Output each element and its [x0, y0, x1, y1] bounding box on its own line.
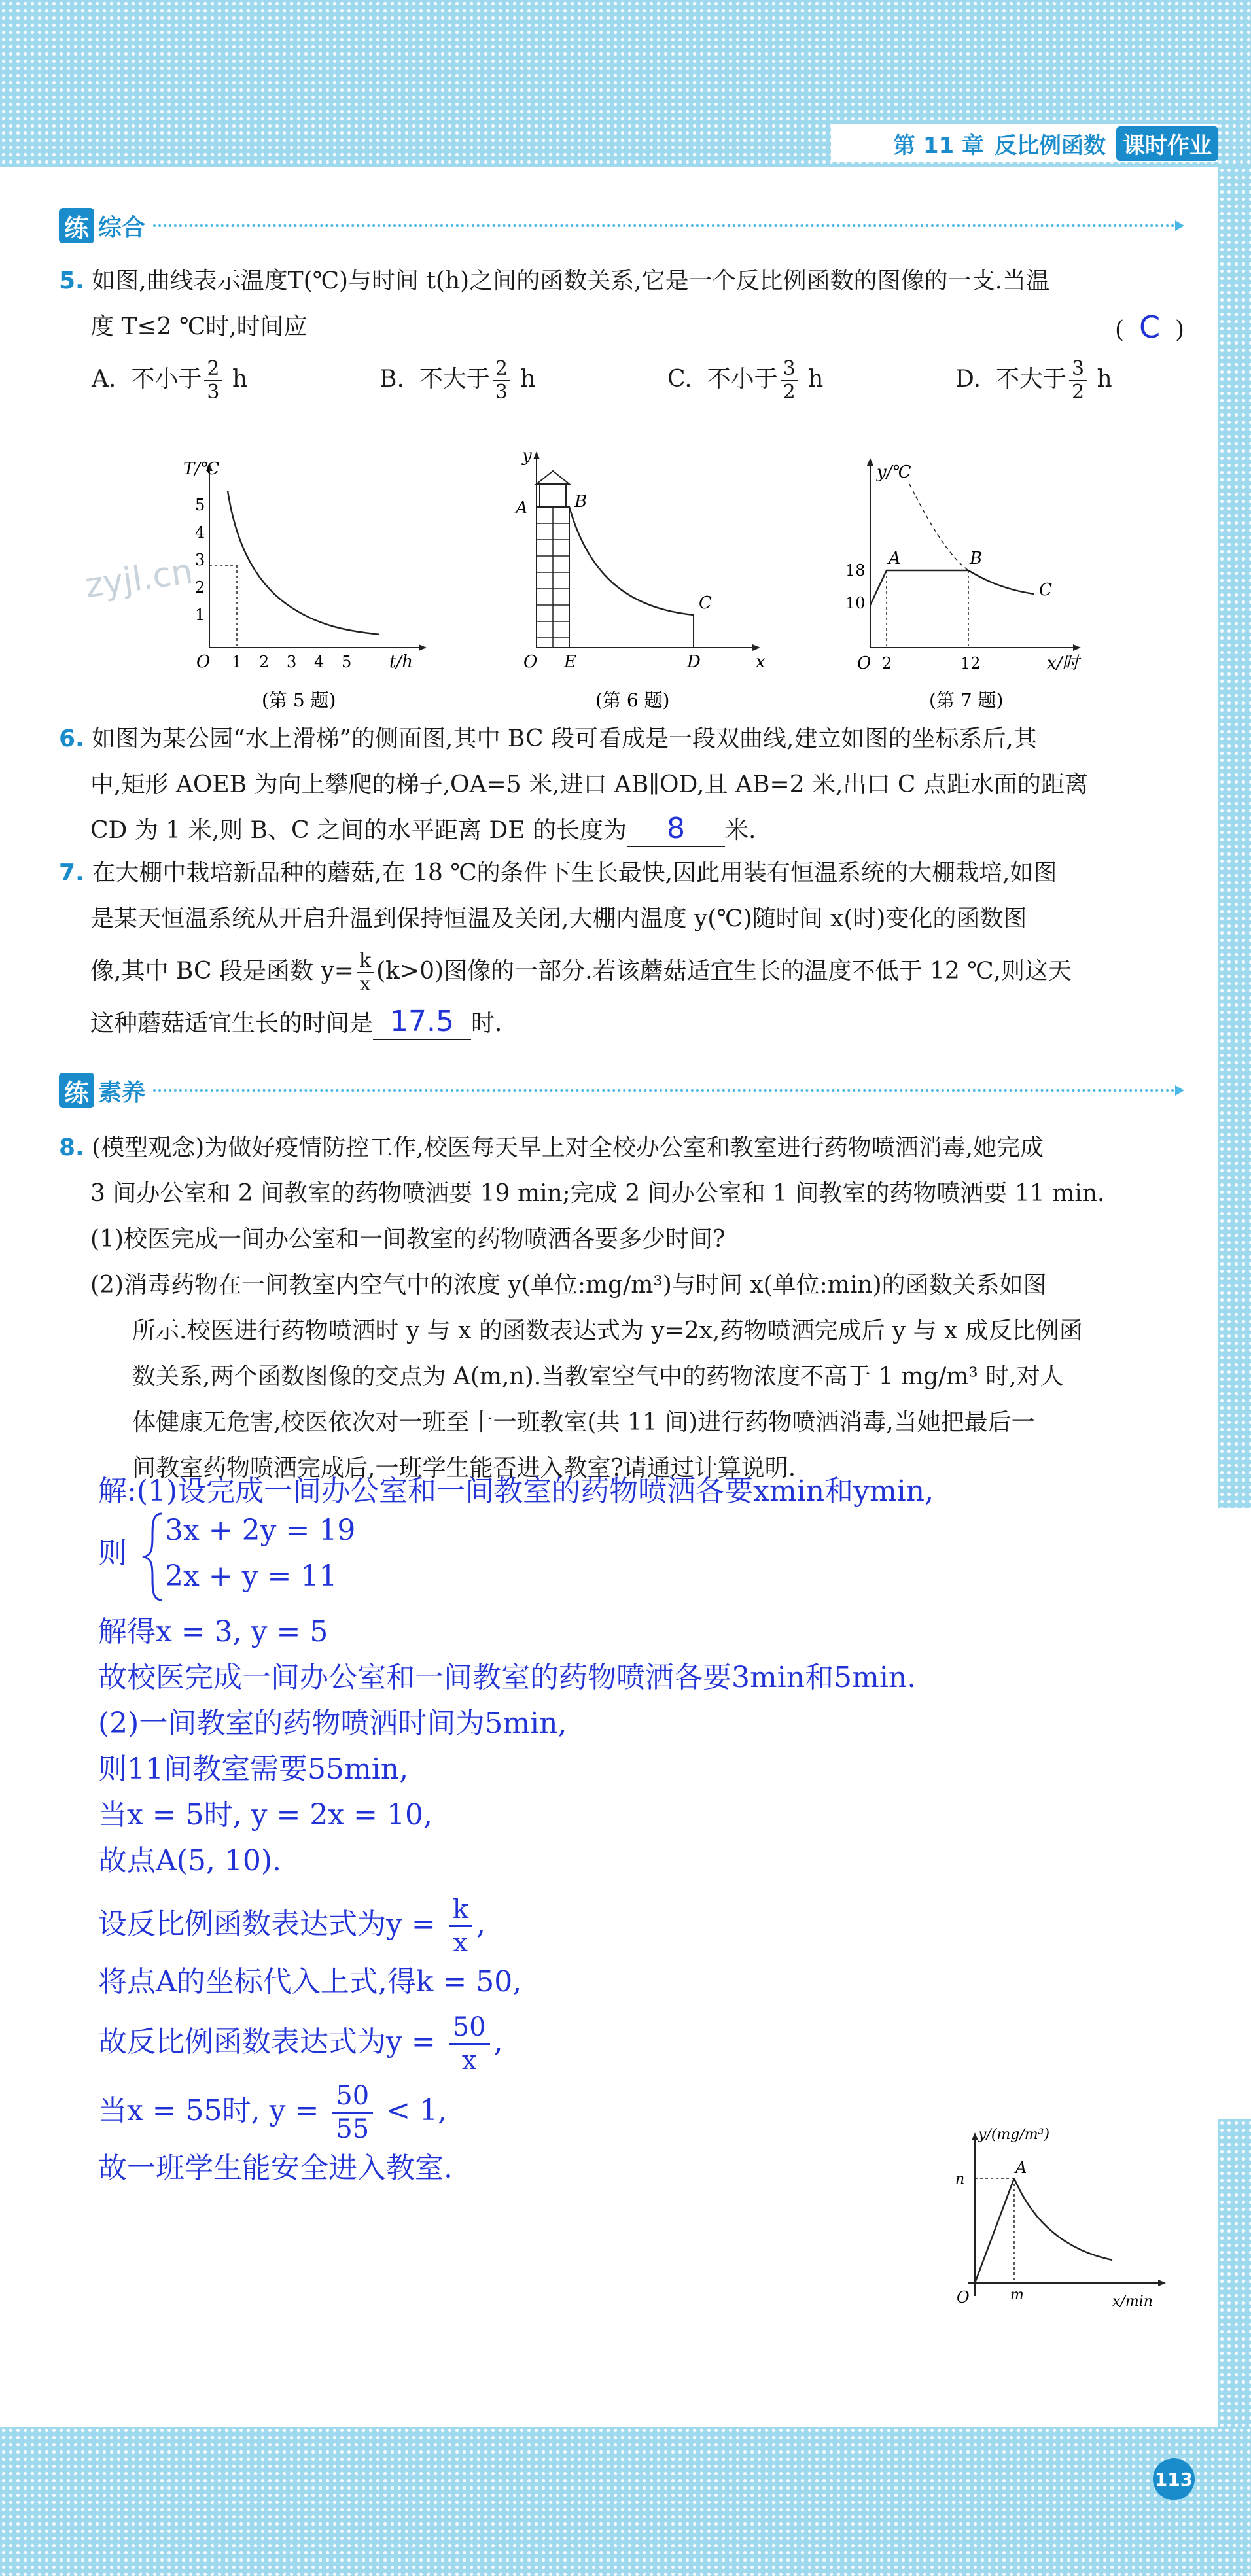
watermark: zyjl.cn — [82, 551, 196, 606]
linear-segment — [975, 2178, 1014, 2283]
solution-line: 则11间教室需要55min, — [98, 1752, 409, 1786]
x-tick: 1 — [232, 653, 242, 671]
point-label: C — [699, 593, 712, 613]
tower-top — [540, 484, 566, 507]
x-tick: 4 — [314, 653, 325, 671]
page-number: 113 — [1153, 2458, 1195, 2500]
section-heading-comprehensive — [59, 208, 1184, 243]
point-label: D — [687, 652, 701, 672]
y-tick: 2 — [195, 578, 205, 597]
practice-badge-icon: 练 — [59, 1073, 94, 1108]
chapter-header — [831, 124, 1218, 162]
solution-line: 故反比例函数表达式为y = $\frac{50}{x}$ , — [98, 2012, 503, 2076]
x-tick: 12 — [960, 654, 981, 672]
point-label: A — [889, 549, 901, 568]
equation-1: 3x + 2y = 19 — [165, 1514, 356, 1547]
option-b: B. 不大于 $\frac{2}{3}$ h — [379, 357, 536, 404]
n-label: n — [955, 2171, 965, 2187]
solution-line: 设反比例函数表达式为y = $\frac{k}{x}$ , — [98, 1894, 485, 1958]
point-label: A — [516, 498, 528, 518]
solution-line: (2)一间教室的药物喷洒时间为5min, — [98, 1707, 567, 1740]
y-tick: 1 — [195, 606, 205, 624]
x-axis-arrow-icon — [752, 644, 760, 651]
x-axis-arrow-icon — [1073, 644, 1081, 651]
figure-6 — [497, 445, 772, 713]
handwritten-answer: 8 — [627, 812, 725, 847]
point-label: B — [574, 492, 588, 512]
x-axis-label: t/h — [389, 652, 413, 672]
x-tick-labels — [232, 653, 351, 671]
solution-line: 当x = 5时, y = 2x = 10, — [98, 1798, 432, 1832]
solution-line: 故一班学生能安全进入教室. — [98, 2151, 453, 2185]
y-axis-arrow-icon — [867, 458, 873, 466]
m-label: m — [1010, 2287, 1024, 2303]
figure-caption: (第 6 题) — [595, 689, 670, 711]
equation-2: 2x + y = 11 — [165, 1559, 338, 1593]
tower-roof — [537, 471, 569, 484]
figure-caption: (第 7 题) — [929, 689, 1004, 711]
dashed-hyperbola — [909, 484, 968, 570]
ladder-rungs — [537, 507, 569, 648]
question-number: 5. — [59, 268, 84, 294]
question-5 — [59, 258, 1184, 353]
origin-label: O — [957, 2288, 970, 2306]
question-6: 6. 如图为某公园“水上滑梯”的侧面图,其中 BC 段可看成是一段双曲线,建立如图的坐标系后,其 中,矩形 AOEB 为向上攀爬的梯子,OA=5 米,进口 AB∥OD,且 AB=2 米,出口 C 点距水面的距离 CD 为 1 米,则 B、C 之间的水平距离 DE 的长度为 8 米. — [59, 716, 1184, 854]
option-d: D. 不大于 $\frac{3}{2}$ h — [955, 357, 1112, 404]
section-dotted-line — [153, 224, 1175, 227]
solution-line: 则 — [98, 1537, 127, 1570]
y-axis-label: y/℃ — [877, 462, 911, 482]
question-5-options — [92, 357, 1191, 404]
figure-5 — [170, 451, 432, 713]
handwritten-answer: 17.5 — [373, 1005, 471, 1040]
right-decorative-band — [1218, 167, 1251, 1508]
section-dotted-line — [153, 1089, 1175, 1092]
solution-line: 解得x = 3, y = 5 — [98, 1615, 328, 1648]
figure-caption: (第 5 题) — [262, 689, 336, 711]
question-text: 度 T≤2 ℃时,时间应 — [90, 313, 308, 340]
y-axis-label: T/℃ — [183, 459, 220, 479]
x-tick: 2 — [259, 653, 270, 671]
y-axis-arrow-icon — [972, 2132, 978, 2140]
answer-bracket: ( C ) — [1115, 309, 1184, 345]
y-tick-labels — [195, 496, 205, 624]
y-tick: 3 — [195, 551, 205, 569]
arrow-right-icon — [1175, 1085, 1184, 1096]
question-7: 7. 在大棚中栽培新品种的蘑菇,在 18 ℃的条件下生长最快,因此用装有恒温系统的大棚栽培,如图 是某天恒温系统从开启升温到保持恒温及关闭,大棚内温度 y(℃)随时间 x(时)变化的函数图 像,其中 BC 段是函数 y= $\frac{k}{x}$ (k>0)图像的一部分.若该蘑菇适宜生长的温度不低于 12 ℃,则这天 这种蘑菇适宜生长的时间是 17.5 时. — [59, 850, 1184, 1047]
x-axis-arrow-icon — [419, 644, 427, 651]
solution-line: 故点A(5, 10). — [98, 1844, 282, 1877]
question-number: 6. — [59, 725, 84, 752]
brace-icon — [141, 1511, 167, 1603]
hyperbola-curve — [1014, 2178, 1112, 2260]
origin-label: O — [523, 652, 538, 672]
origin-label: O — [857, 653, 872, 673]
handwritten-answer: C — [1138, 309, 1161, 345]
y-tick: 5 — [195, 496, 205, 514]
solution-line: 当x = 55时, y = $\frac{50}{55}$ < 1, — [98, 2081, 448, 2144]
point-label: E — [564, 652, 576, 672]
sub-question-1: (1)校医完成一间办公室和一间教室的药物喷洒各要多少时间? — [90, 1226, 726, 1253]
point-label: C — [1039, 580, 1052, 600]
hyperbola-curve — [228, 491, 379, 635]
x-axis-label: x/时 — [1047, 653, 1080, 673]
y-tick: 18 — [845, 561, 866, 580]
option-c: C. 不小于 $\frac{3}{2}$ h — [667, 357, 824, 404]
x-axis-label: x/min — [1112, 2293, 1153, 2309]
y-tick: 4 — [195, 523, 205, 542]
x-tick: 2 — [882, 654, 892, 672]
hyperbola-curve — [968, 570, 1034, 594]
question-number: 7. — [59, 860, 84, 886]
practice-badge-icon: 练 — [59, 208, 94, 243]
solution-line: 解:(1)设完成一间办公室和一间教室的药物喷洒各要xmin和ymin, — [98, 1474, 934, 1508]
homework-tag: 课时作业 — [1116, 126, 1218, 161]
section-title: 综合 — [98, 214, 146, 241]
option-a: A. 不小于 $\frac{2}{3}$ h — [92, 357, 248, 404]
section-title: 素养 — [98, 1079, 146, 1106]
arrow-right-icon — [1175, 220, 1184, 231]
bottom-decorative-band — [0, 2427, 1251, 2576]
y-axis-label: y/(mg/m³) — [978, 2127, 1050, 2143]
right-decorative-band-lower — [1218, 2119, 1251, 2427]
question-8: 8. (模型观念)为做好疫情防控工作,校医每天早上对全校办公室和教室进行药物喷洒消毒,她完成 3 间办公室和 2 间教室的药物喷洒要 19 min;完成 2 间办公室和 1 间教室的药物喷洒要 11 min. (1)校医完成一间办公室和一间教室的药物喷洒各要多少时间? (2)消毒药物在一间教室内空气中的浓度 y(单位:mg/m³)与时间 x(单位:min)的函数关系如图 所示.校医进行药物喷洒时 y 与 x 的函数表达式为 y=2x,药物喷洒完成后 y 与 x 成反比例函 数关系,两个函数图像的交点为 A(m,n).当教室空气中的药物浓度不高于 1 mg/m³ 时,对人 体健康无危害,校医依次对一班至十一班教室(共 11 间)进行药物喷洒消毒,当她把最后一 间教室药物喷洒完成后,一班学生能否进入教室?请通过计算说明. — [59, 1125, 1184, 1491]
solution-line: 故校医完成一间办公室和一间教室的药物喷洒各要3min和5min. — [98, 1661, 917, 1694]
solution-line: 将点A的坐标代入上式,得k = 50, — [98, 1965, 522, 1998]
chapter-title: 反比例函数 — [995, 132, 1106, 159]
section-heading-literacy — [59, 1073, 1184, 1108]
y-tick: 10 — [845, 594, 866, 612]
chapter-number: 第 11 章 — [893, 132, 984, 159]
figure-8 — [942, 2119, 1191, 2309]
point-label: B — [970, 549, 983, 568]
question-number: 8. — [59, 1134, 84, 1161]
x-axis-label: x — [756, 652, 766, 672]
figure-7 — [831, 451, 1106, 713]
origin-label: O — [196, 652, 211, 672]
hyperbola-curve — [569, 507, 694, 615]
point-a-label: A — [1015, 2159, 1027, 2177]
temperature-line — [870, 570, 968, 605]
y-axis-arrow-icon — [533, 451, 540, 459]
question-text: 如图,曲线表示温度T(℃)与时间 t(h)之间的函数关系,它是一个反比例函数的图像的一支.当温 — [92, 268, 1050, 294]
x-tick: 5 — [342, 653, 352, 671]
y-axis-label: y — [522, 446, 532, 466]
x-tick: 3 — [287, 653, 297, 671]
x-axis-arrow-icon — [1158, 2280, 1166, 2286]
sub-question-2: (2)消毒药物在一间教室内空气中的浓度 y(单位:mg/m³)与时间 x(单位:min)的函数关系如图 — [90, 1272, 1047, 1298]
